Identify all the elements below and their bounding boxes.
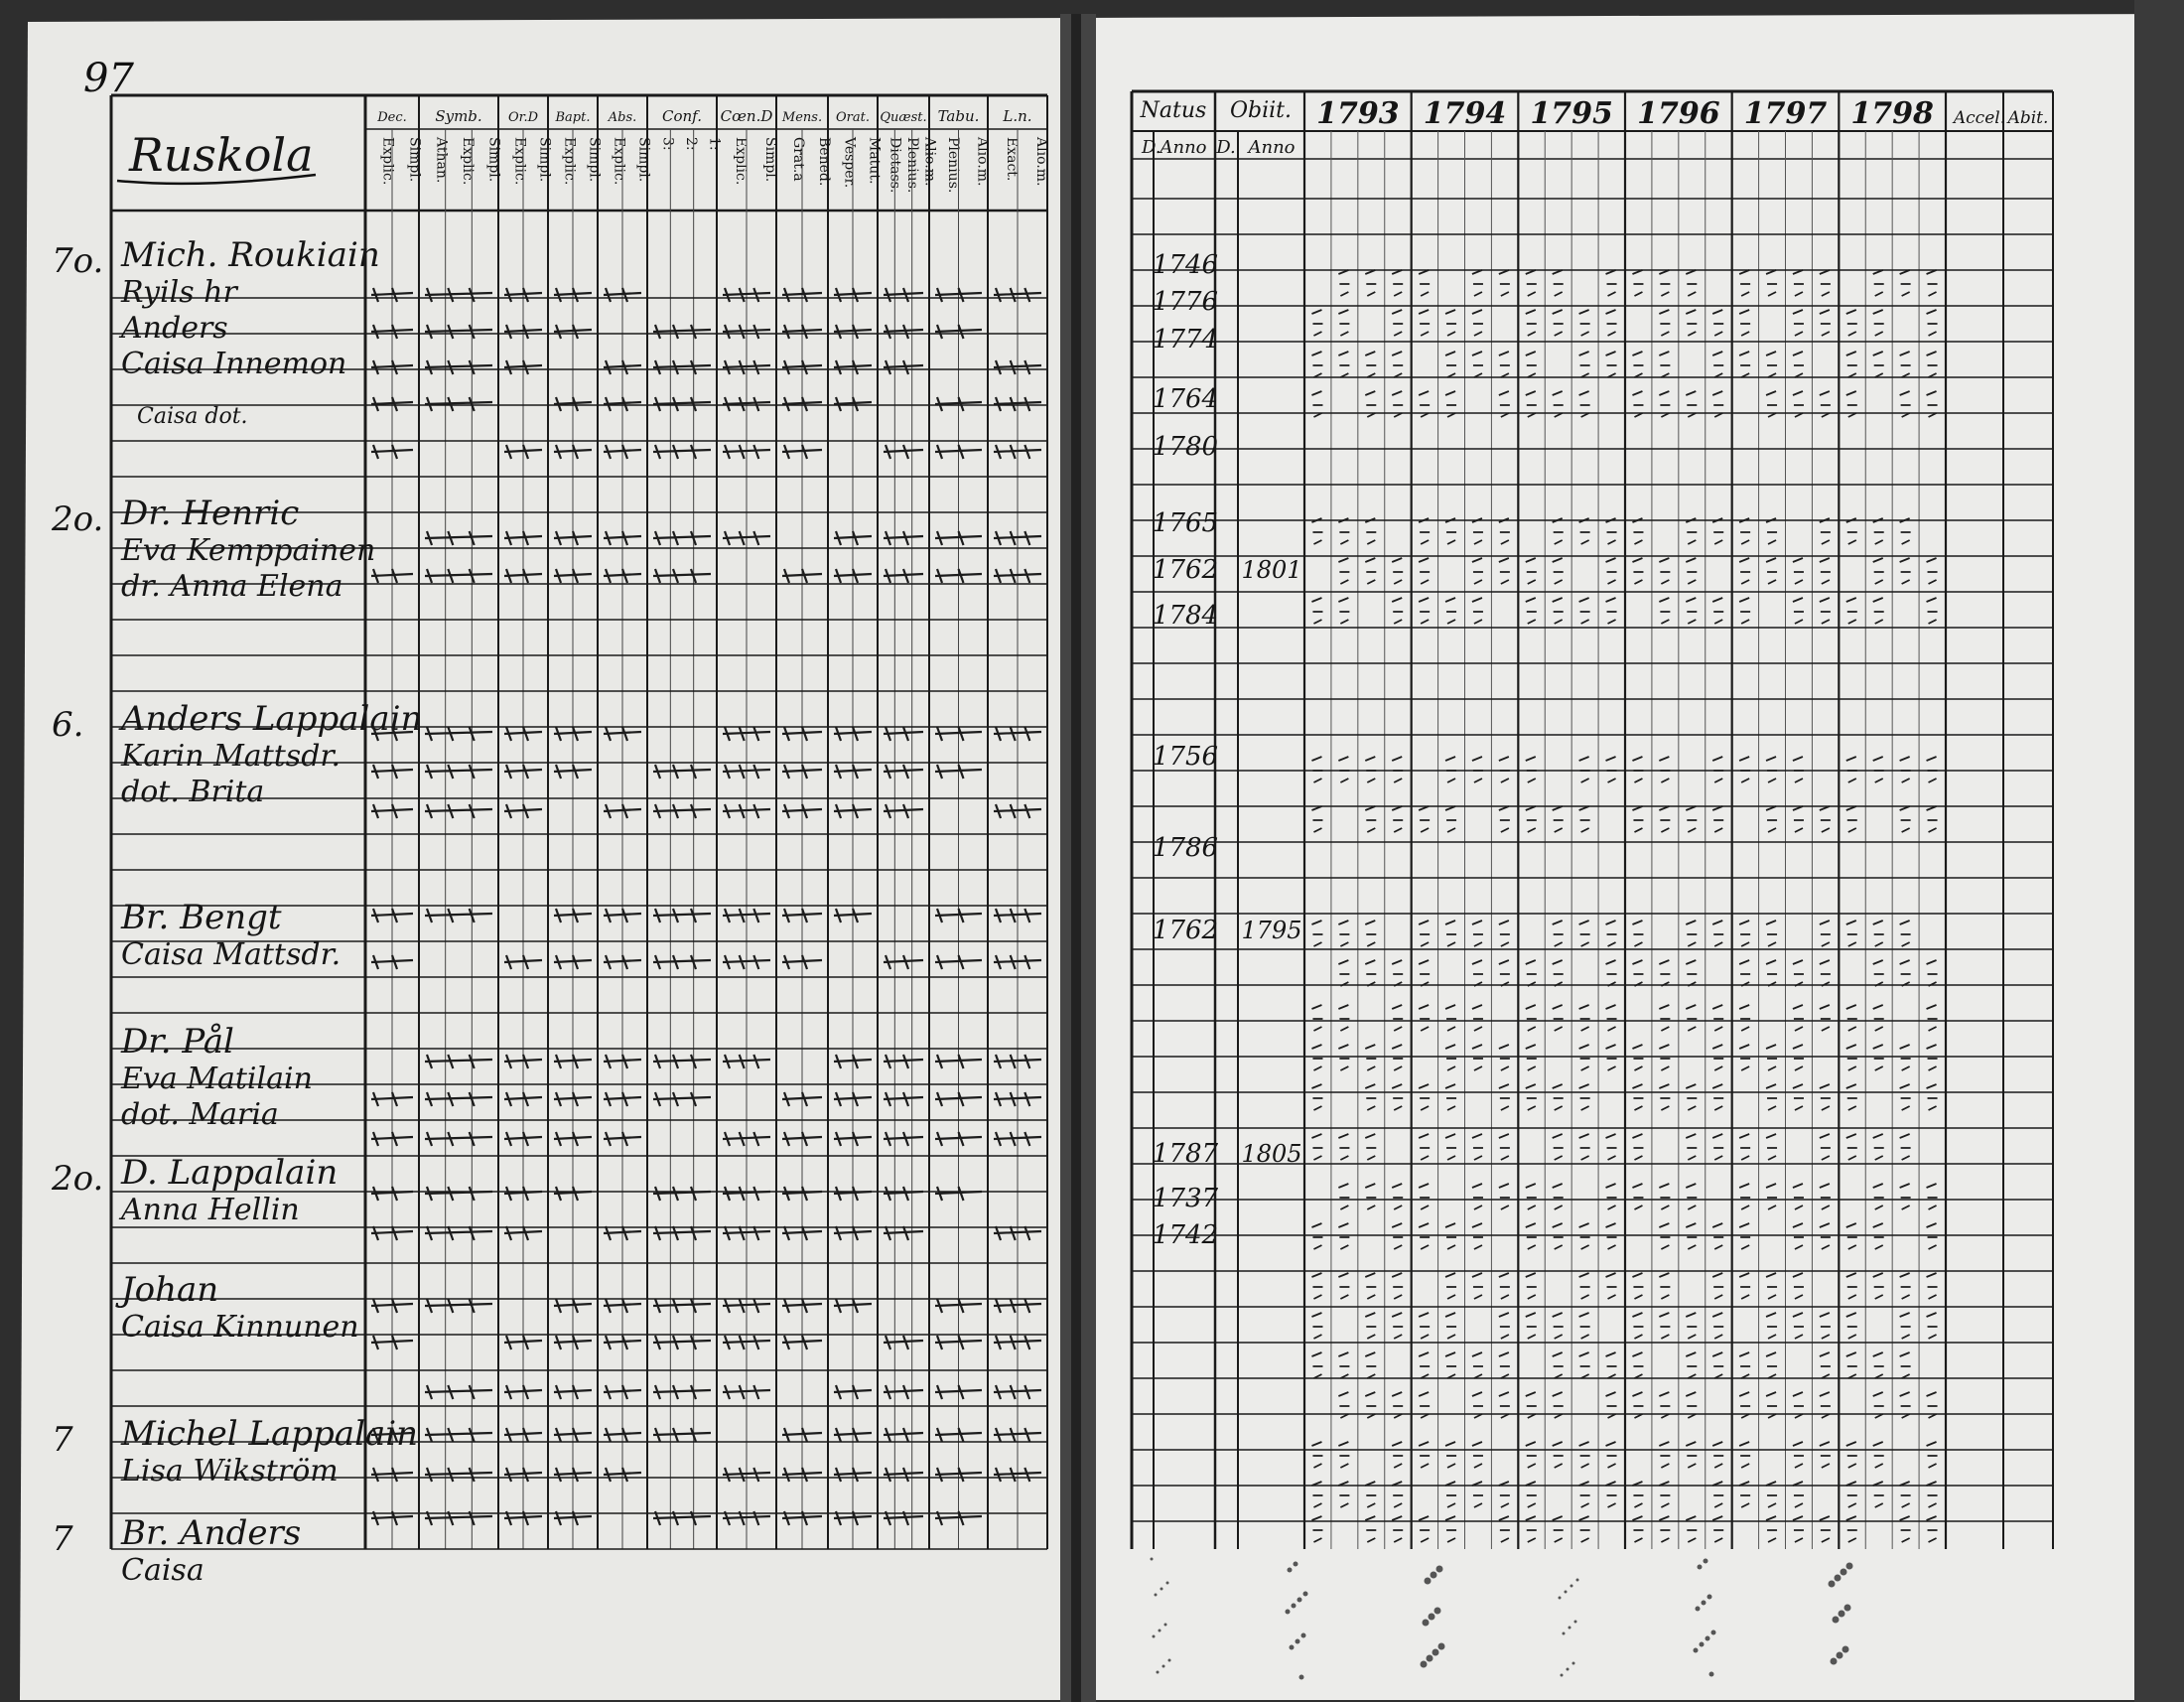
scan-speckle [1570, 1585, 1573, 1588]
scan-speckle [1438, 1643, 1445, 1650]
scan-speckle [1294, 1562, 1298, 1567]
column-subheader: Dictass. [887, 137, 903, 194]
entry-marker: 2o. [52, 499, 104, 539]
person-name: Mich. Roukiain [121, 235, 380, 275]
scan-speckle [1696, 1607, 1701, 1612]
column-subheader: Athan. [433, 137, 450, 184]
entry-marker: 2o. [52, 1159, 104, 1199]
scan-speckle [1711, 1631, 1716, 1635]
village-heading: Ruskola [129, 128, 314, 182]
birth-year: 1787 [1152, 1139, 1219, 1169]
death-year: 1795 [1241, 917, 1302, 944]
column-header: Cœn.D [720, 107, 773, 125]
person-name: Br. Anders [121, 1513, 302, 1553]
column-subheader: Explic. [561, 137, 578, 186]
column-subheader: Alio.m. [921, 137, 938, 187]
scan-speckle [1559, 1597, 1562, 1600]
person-name: Johan [121, 1270, 219, 1310]
scan-speckle [1425, 1578, 1432, 1585]
column-subheader: Exact. [1004, 137, 1020, 182]
scan-speckle [1702, 1601, 1706, 1606]
scan-speckle [1434, 1608, 1441, 1615]
scan-speckle [1288, 1568, 1293, 1573]
scan-speckle [1831, 1658, 1838, 1665]
scan-speckle [1431, 1572, 1437, 1579]
birth-year: 1765 [1152, 508, 1219, 538]
column-header: Mens. [781, 110, 823, 125]
column-subheader: Simpl. [762, 137, 778, 183]
column-subheader: Matut. [866, 137, 883, 185]
death-year: 1805 [1241, 1140, 1302, 1168]
column-header: Abit. [2007, 108, 2049, 128]
scan-speckle [1151, 1558, 1154, 1561]
column-subheader: Simpl. [536, 137, 553, 183]
scan-speckle [1427, 1655, 1433, 1662]
scan-speckle [1303, 1592, 1308, 1597]
person-name: Eva Kemppainen [121, 533, 376, 568]
column-subheader: Anno [1248, 137, 1296, 158]
scan-speckle [1166, 1582, 1169, 1585]
entry-marker: 6. [52, 705, 84, 745]
column-header: Symb. [435, 107, 482, 125]
scan-speckle [1837, 1652, 1843, 1659]
person-name: dot. Brita [121, 775, 265, 809]
column-subheader: Explic. [379, 137, 396, 186]
column-header: Obiit. [1229, 98, 1293, 123]
scan-speckle [1159, 1630, 1161, 1632]
scan-speckle [1567, 1668, 1570, 1671]
entry-note: Caisa dot. [137, 404, 248, 429]
person-name: Anders [121, 311, 228, 346]
scan-speckle [1290, 1645, 1295, 1650]
column-subheader: Alio.m. [974, 137, 991, 187]
column-subheader: Explic. [460, 137, 476, 186]
scan-speckle [1164, 1624, 1167, 1627]
scan-speckle [1157, 1671, 1160, 1674]
column-header: Conf. [662, 107, 702, 125]
column-header: Bapt. [555, 110, 591, 125]
column-subheader: Vesper. [841, 137, 858, 189]
scan-speckle [1835, 1575, 1842, 1582]
person-name: Caisa Kinnunen [121, 1310, 359, 1345]
scan-speckle [1569, 1627, 1571, 1630]
column-subheader: Bened. [816, 137, 832, 187]
scan-speckle [1829, 1581, 1836, 1588]
column-subheader: Grat.a [790, 137, 806, 182]
column-subheader: Simpl. [586, 137, 603, 183]
scan-speckle [1436, 1566, 1443, 1573]
column-header: Tabu. [937, 107, 980, 125]
column-subheader: Simpl. [635, 137, 652, 183]
scan-speckle [1421, 1661, 1428, 1668]
column-header: Natus [1140, 98, 1207, 123]
page-number: 97 [83, 56, 134, 101]
column-subheader: D. [1142, 137, 1161, 158]
entry-marker: 7o. [52, 241, 104, 281]
scan-speckle [1561, 1674, 1564, 1677]
person-name: Eva Matilain [121, 1062, 313, 1096]
scan-speckle [1694, 1648, 1699, 1653]
year-header: 1798 [1850, 96, 1934, 131]
person-name: Dr. Pål [121, 1022, 234, 1062]
scan-speckle [1576, 1579, 1579, 1582]
birth-year: 1737 [1152, 1184, 1219, 1213]
column-header: Quæst. [880, 110, 927, 125]
scan-speckle [1707, 1595, 1712, 1600]
year-header: 1797 [1743, 96, 1828, 131]
person-name: Michel Lappalain [121, 1414, 418, 1454]
scan-speckle [1839, 1611, 1845, 1618]
birth-year: 1776 [1152, 287, 1219, 317]
scan-speckle [1301, 1633, 1306, 1638]
scan-speckle [1296, 1639, 1300, 1644]
birth-year: 1756 [1152, 742, 1219, 772]
person-name: Caisa Mattsdr. [121, 937, 341, 972]
scan-speckle [1841, 1569, 1847, 1576]
scan-speckle [1168, 1659, 1171, 1662]
scan-speckle [1572, 1662, 1575, 1665]
column-subheader: 1: [706, 137, 723, 151]
entry-marker: 7 [52, 1420, 73, 1460]
scan-speckle [1709, 1672, 1714, 1677]
column-subheader: D. [1216, 137, 1236, 158]
scan-speckle [1574, 1621, 1577, 1624]
person-name: dot. Maria [121, 1097, 279, 1132]
scan-speckle [1833, 1617, 1840, 1624]
column-subheader: Explic. [733, 137, 749, 186]
person-name: Ryils hr [121, 275, 237, 310]
scan-speckle [1846, 1563, 1853, 1570]
entry-marker: 7 [52, 1519, 73, 1559]
column-header: L.n. [1003, 107, 1032, 125]
scan-speckle [1433, 1649, 1439, 1656]
scan-speckle [1700, 1642, 1705, 1647]
birth-year: 1762 [1152, 555, 1219, 585]
scan-speckle [1704, 1559, 1708, 1564]
column-header: Abs. [608, 110, 637, 125]
scan-speckle [1299, 1675, 1304, 1680]
year-header: 1793 [1316, 96, 1400, 131]
column-subheader: Explic. [511, 137, 528, 186]
death-year: 1801 [1241, 556, 1302, 584]
scan-speckle [1286, 1610, 1291, 1615]
birth-year: 1780 [1152, 432, 1219, 462]
column-header: Dec. [377, 110, 407, 125]
column-subheader: Plenius. [944, 137, 961, 194]
column-subheader: Anno [1160, 137, 1207, 158]
scan-speckle [1155, 1594, 1158, 1597]
column-header: Or.D [508, 110, 538, 125]
birth-year: 1746 [1152, 250, 1219, 280]
scan-speckle [1563, 1632, 1566, 1635]
scan-speckle [1423, 1620, 1430, 1627]
scan-speckle [1162, 1665, 1165, 1668]
right-edge-shadow [2134, 0, 2184, 1702]
scan-speckle [1429, 1614, 1435, 1621]
column-subheader: Alio.m. [1033, 137, 1049, 187]
person-name: D. Lappalain [121, 1153, 339, 1193]
column-subheader: Simpl. [485, 137, 502, 183]
column-subheader: 3: [659, 137, 676, 151]
birth-year: 1742 [1152, 1220, 1219, 1250]
scan-speckle [1844, 1605, 1851, 1612]
person-name: Caisa [121, 1553, 205, 1588]
person-name: Dr. Henric [121, 494, 300, 533]
scan-speckle [1565, 1591, 1568, 1594]
column-subheader: 2: [683, 137, 699, 151]
year-header: 1794 [1423, 96, 1507, 131]
birth-year: 1764 [1152, 384, 1219, 414]
scan-speckle [1843, 1646, 1849, 1653]
right-page [1082, 14, 2174, 1700]
person-name: Lisa Wikström [121, 1454, 339, 1489]
year-header: 1796 [1637, 96, 1720, 131]
scan-speckle [1160, 1588, 1163, 1591]
birth-year: 1786 [1152, 833, 1219, 863]
birth-year: 1784 [1152, 601, 1219, 631]
person-name: Karin Mattsdr. [121, 739, 341, 774]
person-name: Br. Bengt [121, 898, 282, 937]
column-header: Orat. [836, 110, 870, 125]
scan-speckle [1706, 1636, 1710, 1641]
scan-speckle [1153, 1635, 1156, 1638]
person-name: Anna Hellin [121, 1193, 300, 1227]
column-subheader: Simpl. [406, 137, 423, 183]
person-name: dr. Anna Elena [121, 569, 343, 604]
column-header: Accel. [1953, 108, 2006, 128]
scan-speckle [1292, 1604, 1297, 1609]
person-name: Caisa Innemon [121, 347, 347, 381]
column-subheader: Plenius. [904, 137, 920, 194]
column-subheader: Explic. [611, 137, 627, 186]
binding-fold [1071, 14, 1081, 1702]
year-header: 1795 [1530, 96, 1613, 131]
person-name: Anders Lappalain [121, 699, 423, 739]
birth-year: 1774 [1152, 325, 1219, 355]
scan-speckle [1297, 1598, 1302, 1603]
birth-year: 1762 [1152, 916, 1219, 945]
scan-speckle [1698, 1565, 1703, 1570]
